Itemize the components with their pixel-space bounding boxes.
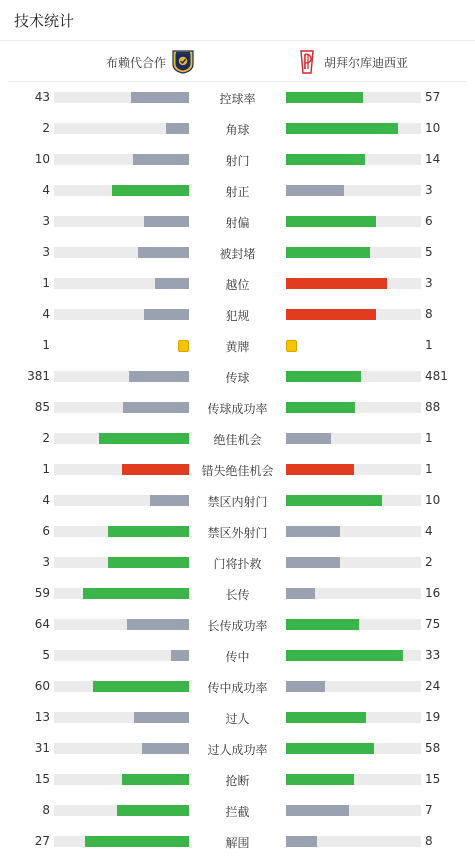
home-stat-bar-track — [54, 619, 189, 630]
away-stat-bar-track — [286, 774, 421, 785]
away-stat-value: 88 — [425, 400, 441, 414]
away-stat-value: 6 — [425, 214, 433, 228]
home-stat-bar — [117, 805, 189, 816]
home-stat-bar — [122, 774, 190, 785]
home-stat-bar-track — [54, 309, 189, 320]
stat-row — [0, 826, 475, 857]
home-team[interactable] — [106, 50, 194, 74]
away-stat-bar-track — [286, 278, 421, 289]
stat-row — [0, 609, 475, 640]
stat-label: 角球 — [225, 123, 250, 137]
away-stat-bar-track — [286, 92, 421, 103]
stat-label: 传球 — [225, 371, 250, 385]
away-team[interactable] — [296, 50, 408, 74]
home-stat-bar-track — [54, 402, 189, 413]
stat-label: 禁区外射门 — [207, 526, 268, 540]
home-stat-bar — [127, 619, 189, 630]
home-stat-value: 8 — [42, 803, 50, 817]
home-stat-bar — [108, 557, 189, 568]
away-stat-value: 10 — [425, 493, 441, 507]
away-stat-bar — [286, 278, 387, 289]
stat-label: 越位 — [225, 278, 250, 292]
away-stat-value: 2 — [425, 555, 433, 569]
home-stat-value: 381 — [27, 369, 50, 383]
home-stat-bar — [133, 154, 189, 165]
home-stat-bar — [123, 402, 189, 413]
away-stat-bar-track — [286, 464, 421, 475]
home-stat-bar-track — [54, 681, 189, 692]
away-stat-value: 3 — [425, 183, 433, 197]
stats-list — [0, 82, 475, 857]
home-stat-value: 13 — [34, 710, 50, 724]
away-stat-value: 19 — [425, 710, 441, 724]
home-stat-bar — [166, 123, 189, 134]
home-stat-value: 4 — [42, 493, 50, 507]
stat-row — [0, 423, 475, 454]
away-stat-bar-track — [286, 743, 421, 754]
stat-label: 传球成功率 — [207, 402, 268, 416]
home-stat-bar-track — [54, 92, 189, 103]
stat-label: 射门 — [225, 154, 250, 168]
away-stat-value: 5 — [425, 245, 433, 259]
stat-label: 长传成功率 — [207, 619, 268, 633]
away-stat-bar — [286, 619, 359, 630]
away-stat-bar-track — [286, 526, 421, 537]
home-stat-value: 1 — [42, 338, 50, 352]
away-stat-bar — [286, 464, 354, 475]
home-stat-bar-track — [54, 650, 189, 661]
away-stat-value: 75 — [425, 617, 441, 631]
away-stat-bar — [286, 371, 361, 382]
home-stat-bar-track — [54, 743, 189, 754]
home-stat-bar-track — [54, 154, 189, 165]
away-stat-bar — [286, 402, 355, 413]
stat-label: 传中成功率 — [207, 681, 268, 695]
stat-label: 错失绝佳机会 — [201, 464, 274, 478]
stat-label: 过人 — [225, 712, 250, 726]
home-stat-bar — [83, 588, 189, 599]
away-stat-bar-track — [286, 588, 421, 599]
home-stat-bar-track — [54, 588, 189, 599]
home-stat-bar — [108, 526, 189, 537]
home-stat-bar-track — [54, 557, 189, 568]
away-stat-bar — [286, 154, 365, 165]
home-stat-bar — [129, 371, 189, 382]
home-team-name: 布赖代合作 — [105, 55, 166, 70]
stat-label: 射偏 — [225, 216, 250, 230]
away-stat-bar-track — [286, 712, 421, 723]
away-stat-value: 15 — [425, 772, 441, 786]
away-stat-value: 10 — [425, 121, 441, 135]
away-stat-bar — [286, 216, 376, 227]
away-stat-value: 8 — [425, 307, 433, 321]
home-stat-value: 59 — [34, 586, 50, 600]
away-stat-bar — [286, 185, 344, 196]
stat-row — [0, 795, 475, 826]
stat-row — [0, 268, 475, 299]
home-stat-bar — [150, 495, 189, 506]
home-stat-bar — [144, 309, 189, 320]
away-stat-bar-track — [286, 154, 421, 165]
header — [0, 0, 475, 41]
stat-row — [0, 671, 475, 702]
home-stat-value: 6 — [42, 524, 50, 538]
stat-row — [0, 206, 475, 237]
home-stat-bar — [171, 650, 189, 661]
stat-row — [0, 392, 475, 423]
away-stat-value: 7 — [425, 803, 433, 817]
away-stat-value: 33 — [425, 648, 441, 662]
stat-label: 禁区内射门 — [207, 495, 268, 509]
away-stat-bar-track — [286, 433, 421, 444]
home-stat-value: 2 — [42, 431, 50, 445]
home-stat-value: 3 — [42, 555, 50, 569]
away-stat-bar — [286, 805, 349, 816]
away-stat-value: 14 — [425, 152, 441, 166]
stat-label: 绝佳机会 — [213, 433, 262, 447]
home-stat-bar-track — [54, 836, 189, 847]
home-stat-bar-track — [54, 123, 189, 134]
away-stat-value: 58 — [425, 741, 441, 755]
home-stat-bar-track — [54, 464, 189, 475]
stat-row — [0, 733, 475, 764]
home-stat-bar-track — [54, 712, 189, 723]
home-stat-value: 31 — [34, 741, 50, 755]
home-stat-bar-track — [54, 495, 189, 506]
yellow-card-icon — [286, 340, 297, 352]
home-stat-bar-track — [54, 216, 189, 227]
away-stat-bar-track — [286, 247, 421, 258]
home-stat-value: 4 — [42, 307, 50, 321]
away-stat-bar-track — [286, 619, 421, 630]
stat-label: 被封堵 — [219, 247, 256, 261]
away-team-name: 胡拜尔库迪西亚 — [324, 55, 409, 70]
stat-row — [0, 237, 475, 268]
stat-label: 控球率 — [219, 92, 256, 106]
away-stat-value: 3 — [425, 276, 433, 290]
away-stat-bar-track — [286, 650, 421, 661]
away-stat-bar-track — [286, 402, 421, 413]
stat-label: 拦截 — [225, 805, 250, 819]
home-stat-bar — [122, 464, 190, 475]
away-stat-value: 1 — [425, 431, 433, 445]
stat-row — [0, 361, 475, 392]
stat-label: 过人成功率 — [207, 743, 268, 757]
away-stat-bar — [286, 526, 340, 537]
away-stat-value: 1 — [425, 338, 433, 352]
stat-row — [0, 144, 475, 175]
stat-row — [0, 640, 475, 671]
al-taawoun-crest-icon — [172, 50, 194, 74]
stat-row — [0, 82, 475, 113]
away-stat-value: 4 — [425, 524, 433, 538]
home-stat-value: 4 — [42, 183, 50, 197]
stat-row — [0, 702, 475, 733]
home-stat-bar-track — [54, 526, 189, 537]
away-stat-bar-track — [286, 216, 421, 227]
away-stat-bar-track — [286, 557, 421, 568]
home-stat-bar — [112, 185, 189, 196]
home-stat-value: 60 — [34, 679, 50, 693]
away-stat-bar — [286, 495, 382, 506]
stat-row — [0, 516, 475, 547]
away-stat-bar — [286, 557, 340, 568]
home-stat-bar — [155, 278, 189, 289]
stat-row — [0, 578, 475, 609]
home-stat-value: 85 — [34, 400, 50, 414]
home-stat-value: 1 — [42, 462, 50, 476]
stat-label: 传中 — [225, 650, 250, 664]
away-stat-bar-track — [286, 805, 421, 816]
al-qadsiah-crest-icon — [296, 50, 318, 74]
home-stat-value: 2 — [42, 121, 50, 135]
stat-label: 黄牌 — [225, 340, 250, 354]
away-stat-bar — [286, 650, 403, 661]
away-stat-value: 8 — [425, 834, 433, 848]
stat-row — [0, 485, 475, 516]
stat-row — [0, 299, 475, 330]
stat-label: 射正 — [225, 185, 250, 199]
stat-label: 犯规 — [225, 309, 250, 323]
home-stat-bar-track — [54, 433, 189, 444]
home-stat-value: 43 — [34, 90, 50, 104]
home-stat-bar-track — [54, 185, 189, 196]
away-stat-value: 16 — [425, 586, 441, 600]
stat-row — [0, 330, 475, 361]
away-stat-bar — [286, 743, 374, 754]
home-stat-bar-track — [54, 247, 189, 258]
stat-label: 门将扑救 — [213, 557, 262, 571]
home-stat-bar — [99, 433, 189, 444]
home-stat-bar — [144, 216, 189, 227]
stat-row — [0, 547, 475, 578]
away-stat-bar — [286, 836, 317, 847]
away-stat-value: 1 — [425, 462, 433, 476]
home-stat-value: 15 — [34, 772, 50, 786]
away-stat-value: 481 — [425, 369, 448, 383]
home-stat-bar — [93, 681, 189, 692]
teams-header — [8, 42, 466, 82]
page-title: 技术统计 — [14, 12, 75, 30]
stat-row — [0, 113, 475, 144]
away-stat-bar — [286, 123, 398, 134]
away-stat-bar — [286, 774, 354, 785]
home-stat-bar — [134, 712, 189, 723]
home-stat-value: 10 — [34, 152, 50, 166]
away-stat-bar — [286, 433, 331, 444]
stat-label: 长传 — [225, 588, 250, 602]
home-stat-value: 3 — [42, 245, 50, 259]
home-stat-value: 64 — [34, 617, 50, 631]
home-stat-bar-track — [54, 371, 189, 382]
home-stat-bar — [142, 743, 189, 754]
home-stat-value: 5 — [42, 648, 50, 662]
home-stat-value: 1 — [42, 276, 50, 290]
stat-label: 抢断 — [225, 774, 250, 788]
away-stat-bar — [286, 92, 363, 103]
away-stat-bar — [286, 712, 366, 723]
stat-label: 解围 — [225, 836, 250, 850]
away-stat-bar-track — [286, 185, 421, 196]
stat-row — [0, 175, 475, 206]
stat-row — [0, 454, 475, 485]
away-stat-bar — [286, 247, 370, 258]
away-stat-bar — [286, 588, 315, 599]
home-stat-bar-track — [54, 278, 189, 289]
away-stat-bar-track — [286, 371, 421, 382]
away-stat-bar-track — [286, 123, 421, 134]
away-stat-bar — [286, 309, 376, 320]
home-stat-bar — [85, 836, 189, 847]
away-stat-bar-track — [286, 681, 421, 692]
away-stat-bar-track — [286, 309, 421, 320]
yellow-card-icon — [178, 340, 189, 352]
home-stat-bar — [131, 92, 189, 103]
away-stat-bar — [286, 681, 325, 692]
away-stat-bar-track — [286, 836, 421, 847]
home-stat-value: 3 — [42, 214, 50, 228]
home-stat-value: 27 — [34, 834, 50, 848]
home-stat-bar — [138, 247, 189, 258]
away-stat-value: 24 — [425, 679, 441, 693]
away-stat-value: 57 — [425, 90, 441, 104]
stat-row — [0, 764, 475, 795]
away-stat-bar-track — [286, 495, 421, 506]
home-stat-bar-track — [54, 805, 189, 816]
home-stat-bar-track — [54, 774, 189, 785]
